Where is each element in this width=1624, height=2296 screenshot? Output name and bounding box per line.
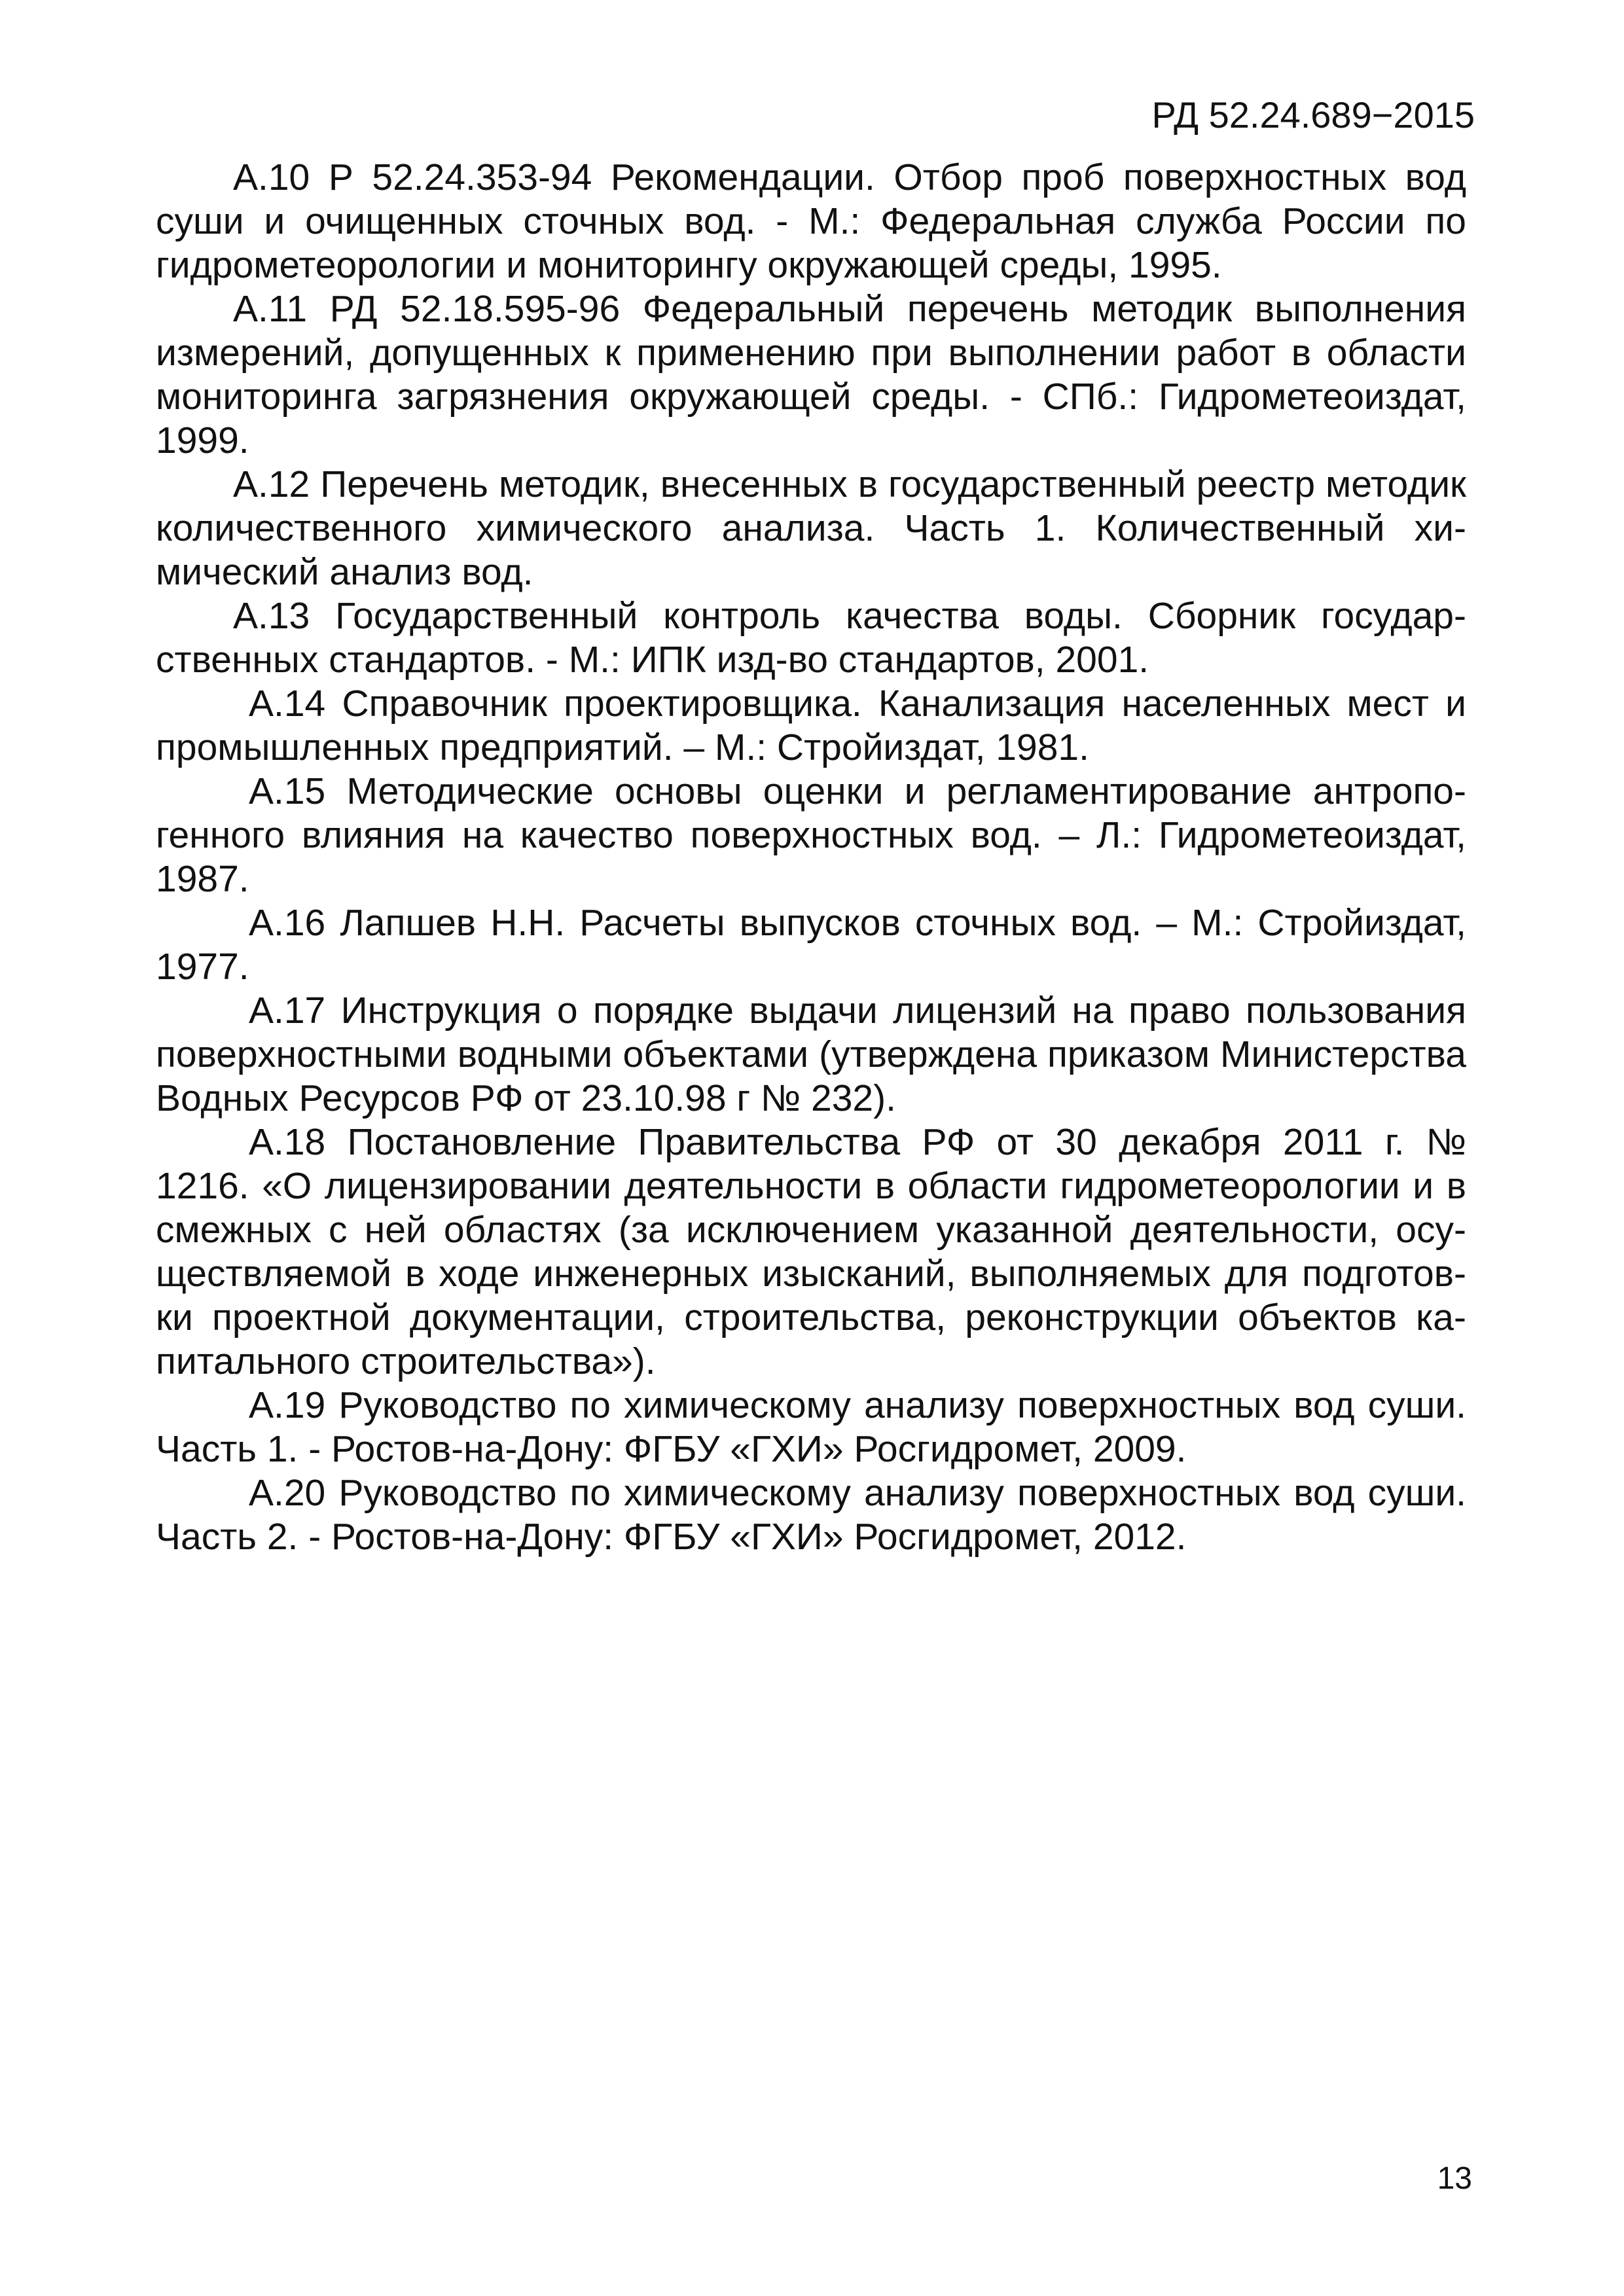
- reference-id: А.12: [233, 463, 310, 505]
- document-code: РД 52.24.689−2015: [1151, 94, 1475, 135]
- reference-text: Руководство по химическому анализу поверхностных вод суши. Часть 1. - Ростов-на-Дону: ФГБУ «ГХИ» Росгидромет, 2009.: [156, 1384, 1466, 1470]
- reference-item: [156, 287, 1466, 463]
- reference-id: А.20: [249, 1472, 326, 1514]
- reference-id: А.14: [249, 683, 326, 725]
- reference-item: [156, 463, 1466, 594]
- reference-item: [156, 1471, 1466, 1559]
- reference-item: [156, 989, 1466, 1121]
- reference-text: Справочник проектировщика. Канализация населенных мест и промышленных предприятий. – М.: Стройиздат, 1981.: [156, 683, 1467, 768]
- reference-item: [156, 901, 1466, 989]
- reference-item: [156, 682, 1466, 770]
- reference-id: А.11: [233, 288, 308, 330]
- reference-list: [156, 156, 1466, 1559]
- reference-text: Руководство по химическому анализу поверхностных вод суши. Часть 2. - Ростов-на-Дону: ФГБУ «ГХИ» Росгидромет, 2012.: [156, 1472, 1466, 1558]
- reference-text: Лапшев Н.Н. Расчеты выпусков сточных вод. – М.: Стройиздат, 1977.: [156, 902, 1466, 988]
- reference-text: Методические основы оценки и регламентирование антропогенного влияния на качество поверхностных вод. – Л.: Гидрометеоиздат, 1987.: [156, 770, 1466, 900]
- reference-id: А.16: [249, 902, 326, 944]
- reference-item: [156, 1384, 1466, 1471]
- reference-id: А.17: [249, 990, 326, 1031]
- reference-text: Р 52.24.353-94 Рекомендации. Отбор проб поверхностных вод суши и очищенных сточных вод. - М.: Федеральная служба России по гидрометеорологии и мониторингу окружающей среды, 1995.: [156, 156, 1466, 286]
- reference-item: [156, 1121, 1466, 1384]
- reference-id: А.10: [233, 156, 310, 198]
- reference-text: Государственный контроль качества воды. Сборник государственных стандартов. - М.: ИПК изд-во стандартов, 2001.: [156, 595, 1466, 681]
- reference-id: А.18: [249, 1121, 326, 1163]
- reference-item: [156, 770, 1466, 901]
- reference-text: РД 52.18.595-96 Федеральный перечень методик выполнения измерений, допущенных к применению при выполнении работ в области мониторинга загрязнения окружающей среды. - СПб.: Гидрометеоиздат, 1999.: [156, 288, 1466, 461]
- reference-text: Постановление Правительства РФ от 30 декабря 2011 г. № 1216. «О лицензировании деятельности в области гидрометеорологии и в смежных с ней областях (за исключением указанной деятельности, осуществляемой в ходе инженерных изысканий, выполняемых для подготовки проектной документации, строительства, реконструкции объектов капитального строительства»).: [156, 1121, 1467, 1382]
- reference-id: А.15: [249, 770, 326, 812]
- reference-text: Инструкция о порядке выдачи лицензий на право пользования поверхностными водными объектами (утверждена приказом Министерства Водных Ресурсов РФ от 23.10.98 г № 232).: [156, 990, 1466, 1119]
- reference-item: [156, 594, 1466, 682]
- page-number: 13: [1437, 2161, 1472, 2196]
- reference-text: Перечень методик, внесенных в государственный реестр методик количественного химического анализа. Часть 1. Количественный химический анализ вод.: [156, 463, 1466, 593]
- reference-id: А.19: [249, 1384, 326, 1426]
- reference-id: А.13: [233, 595, 310, 637]
- reference-item: [156, 156, 1466, 287]
